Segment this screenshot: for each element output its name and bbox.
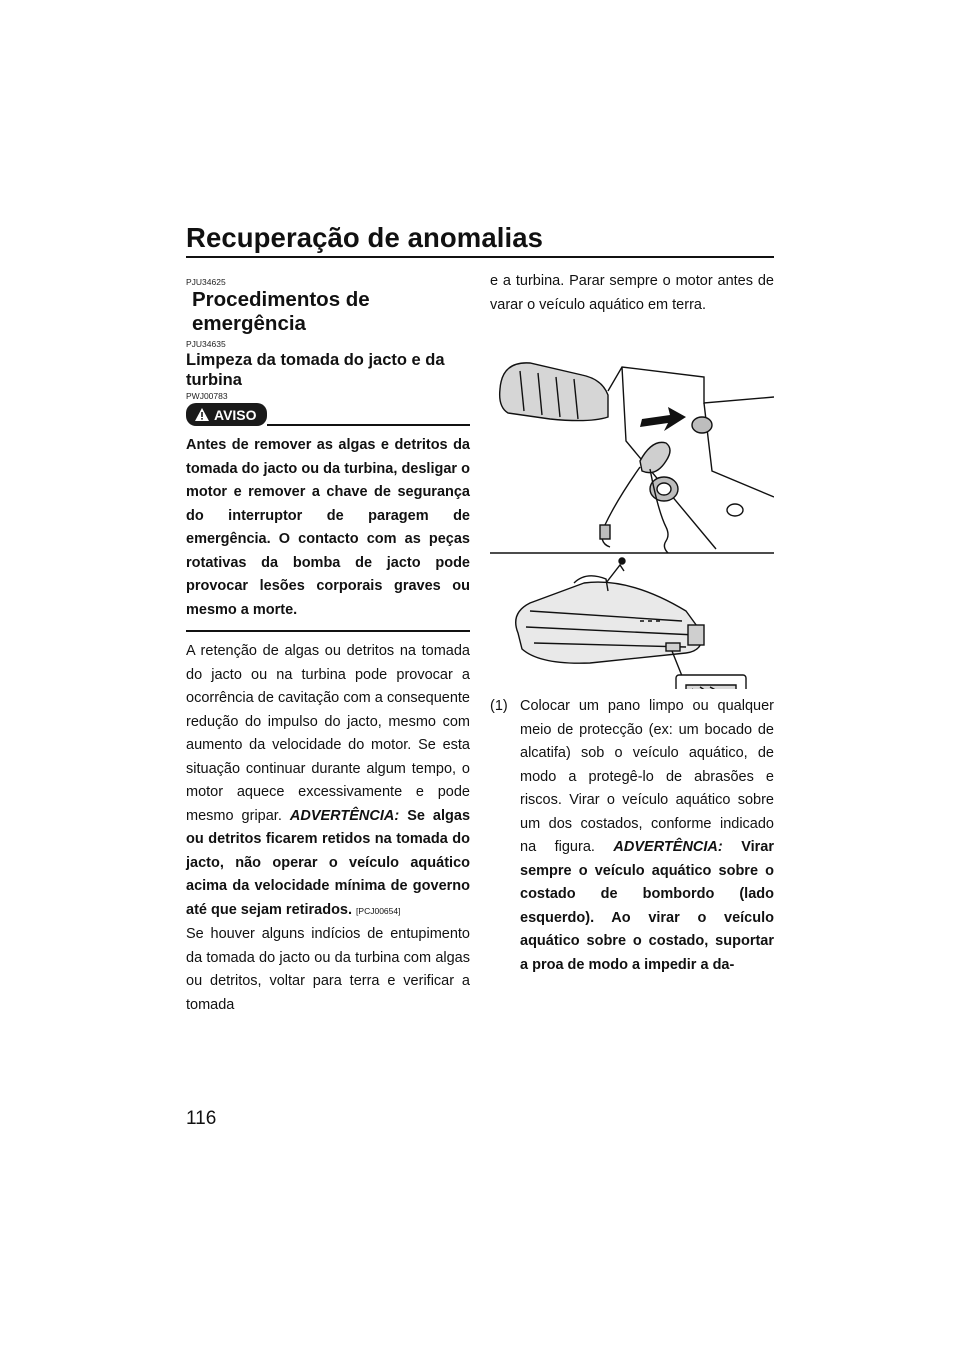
step-warning-label: ADVERTÊNCIA: — [613, 839, 723, 855]
warning-text: Antes de remover as algas e detritos da tomada do jacto ou da turbina, desligar o motor e remover a chave de segurança do interruptor de paragem de emergência. O contacto com as peças rotativas da bomba de jacto pode provocar lesões corporais graves ou mesmo a morte. — [186, 434, 470, 632]
body-paragraph — [186, 640, 470, 923]
body-paragraph: Se houver alguns indícios de entupimento da tomada do jacto ou da turbina com algas ou detritos, voltar para terra e verificar a tomada — [186, 926, 470, 1013]
sub-heading-line: Limpeza da tomada do jacto e da — [186, 351, 445, 369]
left-column — [186, 278, 470, 1017]
body-paragraph-text: A retenção de algas ou detritos na tomada do jacto ou na turbina pode provocar a ocorrência de cavitação com a consequente redução do impulso do jacto, mesmo com aumento da velocidade do motor. Se esta situação continuar durante algum tempo, o motor aquece excessivamente e pode mesmo gripar. — [186, 643, 470, 824]
step-text — [520, 695, 774, 977]
warning-triangle-icon — [194, 407, 210, 422]
title-rule — [186, 256, 774, 258]
sub-heading-line: turbina — [186, 371, 242, 389]
step-instruction: Colocar um pano limpo ou qualquer meio de protecção (ex: um bocado de alcatifa) sob o veículo aquático, de modo a protegê-lo de abrasões e riscos. Virar o veículo aquático sobre um dos costados, conforme indicado na figura. — [520, 698, 774, 855]
sub-heading — [186, 350, 470, 390]
caution-text: Se algas ou detritos ficarem retidos na tomada do jacto, não operar o veículo aquático acima da velocidade mínima de governo até que sejam retirados. — [186, 807, 471, 918]
reference-code: PJU34625 — [186, 277, 226, 287]
jet-intake-detail-icon — [676, 675, 746, 689]
aviso-header — [186, 403, 470, 426]
step-warning-text: Virar sempre o veículo aquático sobre o costado de bombordo (lado esquerdo). Ao virar o veículo aquático sobre o costado, suportar a proa de modo a impedir a da- — [520, 839, 775, 973]
caution-label: ADVERTÊNCIA: — [289, 807, 400, 824]
reference-code: PJU34635 — [186, 339, 226, 349]
aviso-label: AVISO — [214, 406, 257, 423]
page-number: 116 — [186, 1108, 217, 1129]
figure — [490, 321, 774, 689]
aviso-badge — [186, 403, 267, 426]
step-item — [490, 695, 774, 977]
direction-arrow-icon — [640, 407, 686, 431]
section-heading: Procedimentos de emergência — [192, 288, 370, 335]
caution-code: [PCJ00654] — [356, 905, 401, 916]
figure-illustration — [490, 321, 774, 689]
watercraft-illustration — [516, 558, 704, 681]
right-column — [490, 270, 774, 977]
aviso-rule — [267, 424, 470, 426]
handlebar-illustration — [500, 363, 774, 553]
body-paragraph: e a turbina. Parar sempre o motor antes de varar o veículo aquático em terra. — [490, 273, 774, 313]
reference-code: PWJ00783 — [186, 391, 228, 401]
page-title: Recuperação de anomalias — [186, 222, 543, 253]
step-number: (1) — [490, 698, 508, 714]
